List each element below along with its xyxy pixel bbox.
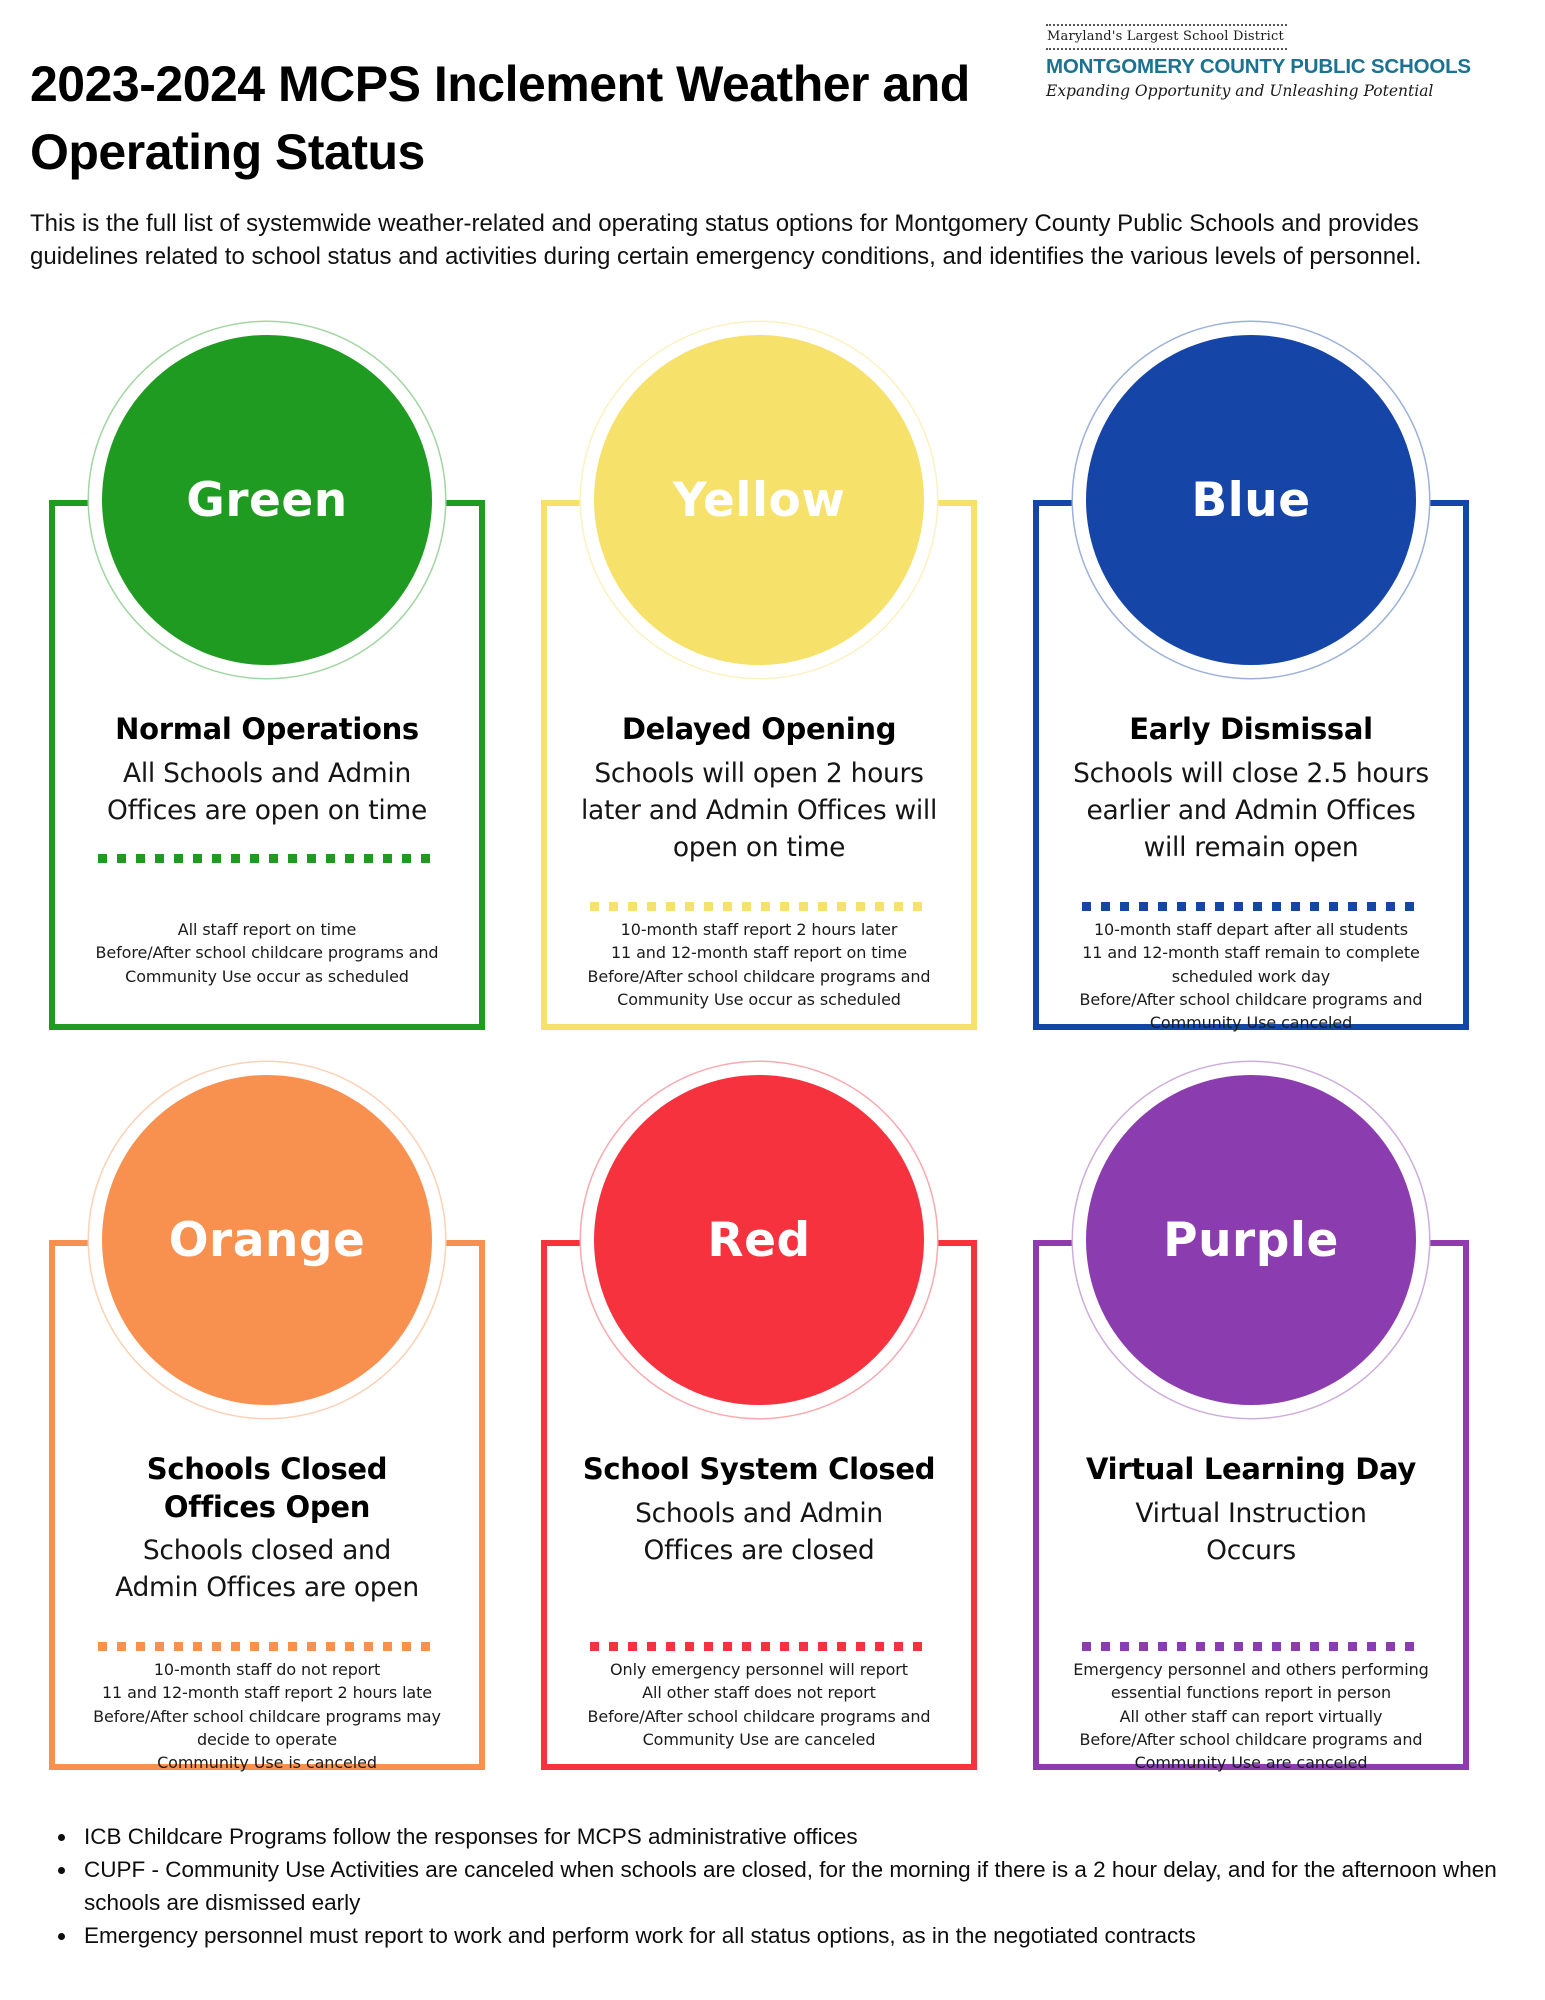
yellow-dotted-divider [590, 902, 928, 911]
status-card-red [541, 1075, 977, 1770]
red-details: Only emergency personnel will report All other staff does not report Before/After school childcare programs and Community Use are canceled [587, 1660, 931, 1750]
mcps-logo [1046, 24, 1526, 100]
status-card-blue [1033, 335, 1469, 1033]
footnotes [42, 1820, 1512, 1952]
footnote-emergency-personnel: • Emergency personnel must report to work and perform work for all status options, as in the negotiated contracts [78, 1919, 1512, 1952]
blue-circle-label: Blue [1191, 472, 1311, 528]
orange-title-line2: Offices Open [163, 1489, 371, 1524]
intro-paragraph: This is the full list of systemwide weather-related and operating status options for Montgomery County Public Schools and provides guidelines related to school status and activities during certain emergency conditions, and identifies the various levels of personnel. [30, 210, 1422, 271]
blue-title: Early Dismissal [1129, 712, 1373, 746]
blue-details: 10-month staff depart after all students 11 and 12-month staff remain to complete scheduled work day Before/After school childcare programs and Community Use canceled [1079, 920, 1423, 1033]
red-circle-label: Red [707, 1212, 811, 1268]
logo-district-name: MONTGOMERY COUNTY PUBLIC SCHOOLS [1046, 55, 1471, 78]
yellow-circle-label: Yellow [672, 472, 846, 528]
purple-circle-label: Purple [1163, 1212, 1339, 1268]
green-details: All staff report on time Before/After school childcare programs and Community Use occur as scheduled [95, 920, 439, 986]
status-card-purple [1033, 1075, 1469, 1773]
purple-circle [1086, 1075, 1416, 1405]
red-title: School System Closed [582, 1452, 936, 1486]
red-subtitle: Schools and Admin Offices are closed [635, 1497, 883, 1566]
yellow-details: 10-month staff report 2 hours later 11 and 12-month staff report on time Before/After school childcare programs and Community Use occur as scheduled [587, 920, 931, 1010]
orange-dotted-divider [98, 1642, 436, 1651]
status-row-2 [49, 1075, 1469, 1773]
status-card-orange [49, 1075, 485, 1773]
orange-circle [102, 1075, 432, 1405]
yellow-circle [594, 335, 924, 665]
purple-details: Emergency personnel and others performing essential functions report in person All other staff can report virtually Before/After school childcare programs and Community Use are canceled [1073, 1660, 1429, 1773]
blue-dotted-divider [1082, 902, 1420, 911]
red-dotted-divider [590, 1642, 928, 1651]
green-subtitle: All Schools and Admin Offices are open on time [107, 757, 427, 826]
yellow-subtitle: Schools will open 2 hours later and Admin Offices will open on time [580, 757, 938, 863]
footnote-icb: • ICB Childcare Programs follow the responses for MCPS administrative offices [78, 1820, 1512, 1853]
purple-subtitle: Virtual Instruction Occurs [1135, 1497, 1367, 1566]
orange-details: 10-month staff do not report 11 and 12-month staff report 2 hours late Before/After school childcare programs may decide to operate Community Use is canceled [93, 1660, 441, 1773]
status-row-1 [49, 335, 1469, 1033]
logo-motto: Expanding Opportunity and Unleashing Potential [1046, 82, 1434, 100]
logo-tagline-top: Maryland's Largest School District [1046, 24, 1287, 50]
purple-dotted-divider [1082, 1642, 1420, 1651]
red-circle [594, 1075, 924, 1405]
purple-title: Virtual Learning Day [1085, 1452, 1417, 1486]
green-title: Normal Operations [115, 712, 419, 746]
orange-title: Schools Closed [146, 1452, 388, 1486]
page-title: 2023-2024 MCPS Inclement Weather and Operating Status [30, 55, 970, 180]
orange-circle-label: Orange [168, 1212, 366, 1268]
orange-subtitle: Schools closed and Admin Offices are open [115, 1535, 419, 1604]
status-card-green [49, 335, 485, 1030]
yellow-title: Delayed Opening [621, 712, 897, 746]
blue-subtitle: Schools will close 2.5 hours earlier and Admin Offices will remain open [1073, 757, 1429, 863]
green-dotted-divider [98, 854, 436, 863]
green-circle-label: Green [186, 472, 348, 528]
blue-circle [1086, 335, 1416, 665]
footnote-cupf: • CUPF - Community Use Activities are canceled when schools are closed, for the morning if there is a 2 hour delay, and for the afternoon when schools are dismissed early [78, 1853, 1512, 1919]
status-card-yellow [541, 335, 977, 1030]
green-circle [102, 335, 432, 665]
